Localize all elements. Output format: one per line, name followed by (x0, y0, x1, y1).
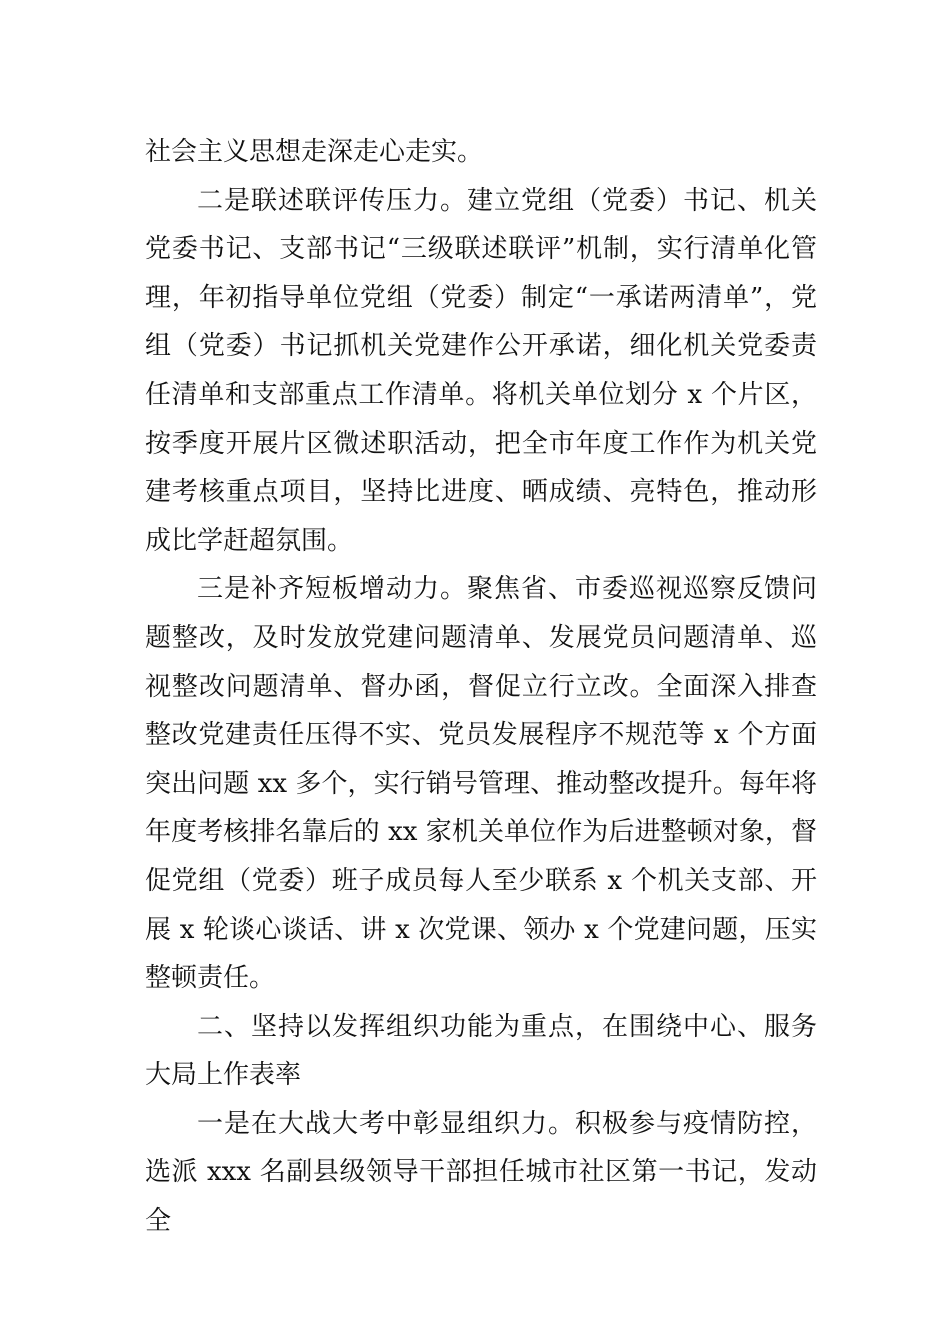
paragraph-fill-gaps: 三是补齐短板增动力。聚焦省、市委巡视巡察反馈问题整改，及时发放党建问题清单、发展党员问题清单、巡视整改问题清单、督办函，督促立行立改。全面深入排查整改党建责任压得不实、党员发展程序不规范等 x 个方面突出问题 xx 多个，实行销号管理、推动整改提升。每年将年度考核排名靠后的 xx 家机关单位作为后进整顿对象，督促党组（党委）班子成员每人至少联系 x 个机关支部、开展 x 轮谈心谈话、讲 x 次党课、领办 x 个党建问题，压实整顿责任。 (145, 574, 817, 994)
document-body (145, 128, 817, 1246)
paragraph-continuation: 社会主义思想走深走心走实。 (145, 137, 484, 167)
section-heading-two: 二、坚持以发挥组织功能为重点，在围绕中心、服务大局上作表率 (145, 1011, 817, 1091)
paragraph-organizational-strength: 一是在大战大考中彰显组织力。积极参与疫情防控，选派 xxx 名副县级领导干部担任城市社区第一书记，发动全 (145, 1108, 817, 1237)
paragraph-joint-review: 二是联述联评传压力。建立党组（党委）书记、机关党委书记、支部书记“三级联述联评”机制，实行清单化管理，年初指导单位党组（党委）制定“一承诺两清单”，党组（党委）书记抓机关党建作公开承诺，细化机关党委责任清单和支部重点工作清单。将机关单位划分 x 个片区，按季度开展片区微述职活动，把全市年度工作作为机关党建考核重点项目，坚持比进度、晒成绩、亮特色，推动形成比学赶超氛围。 (145, 185, 817, 556)
